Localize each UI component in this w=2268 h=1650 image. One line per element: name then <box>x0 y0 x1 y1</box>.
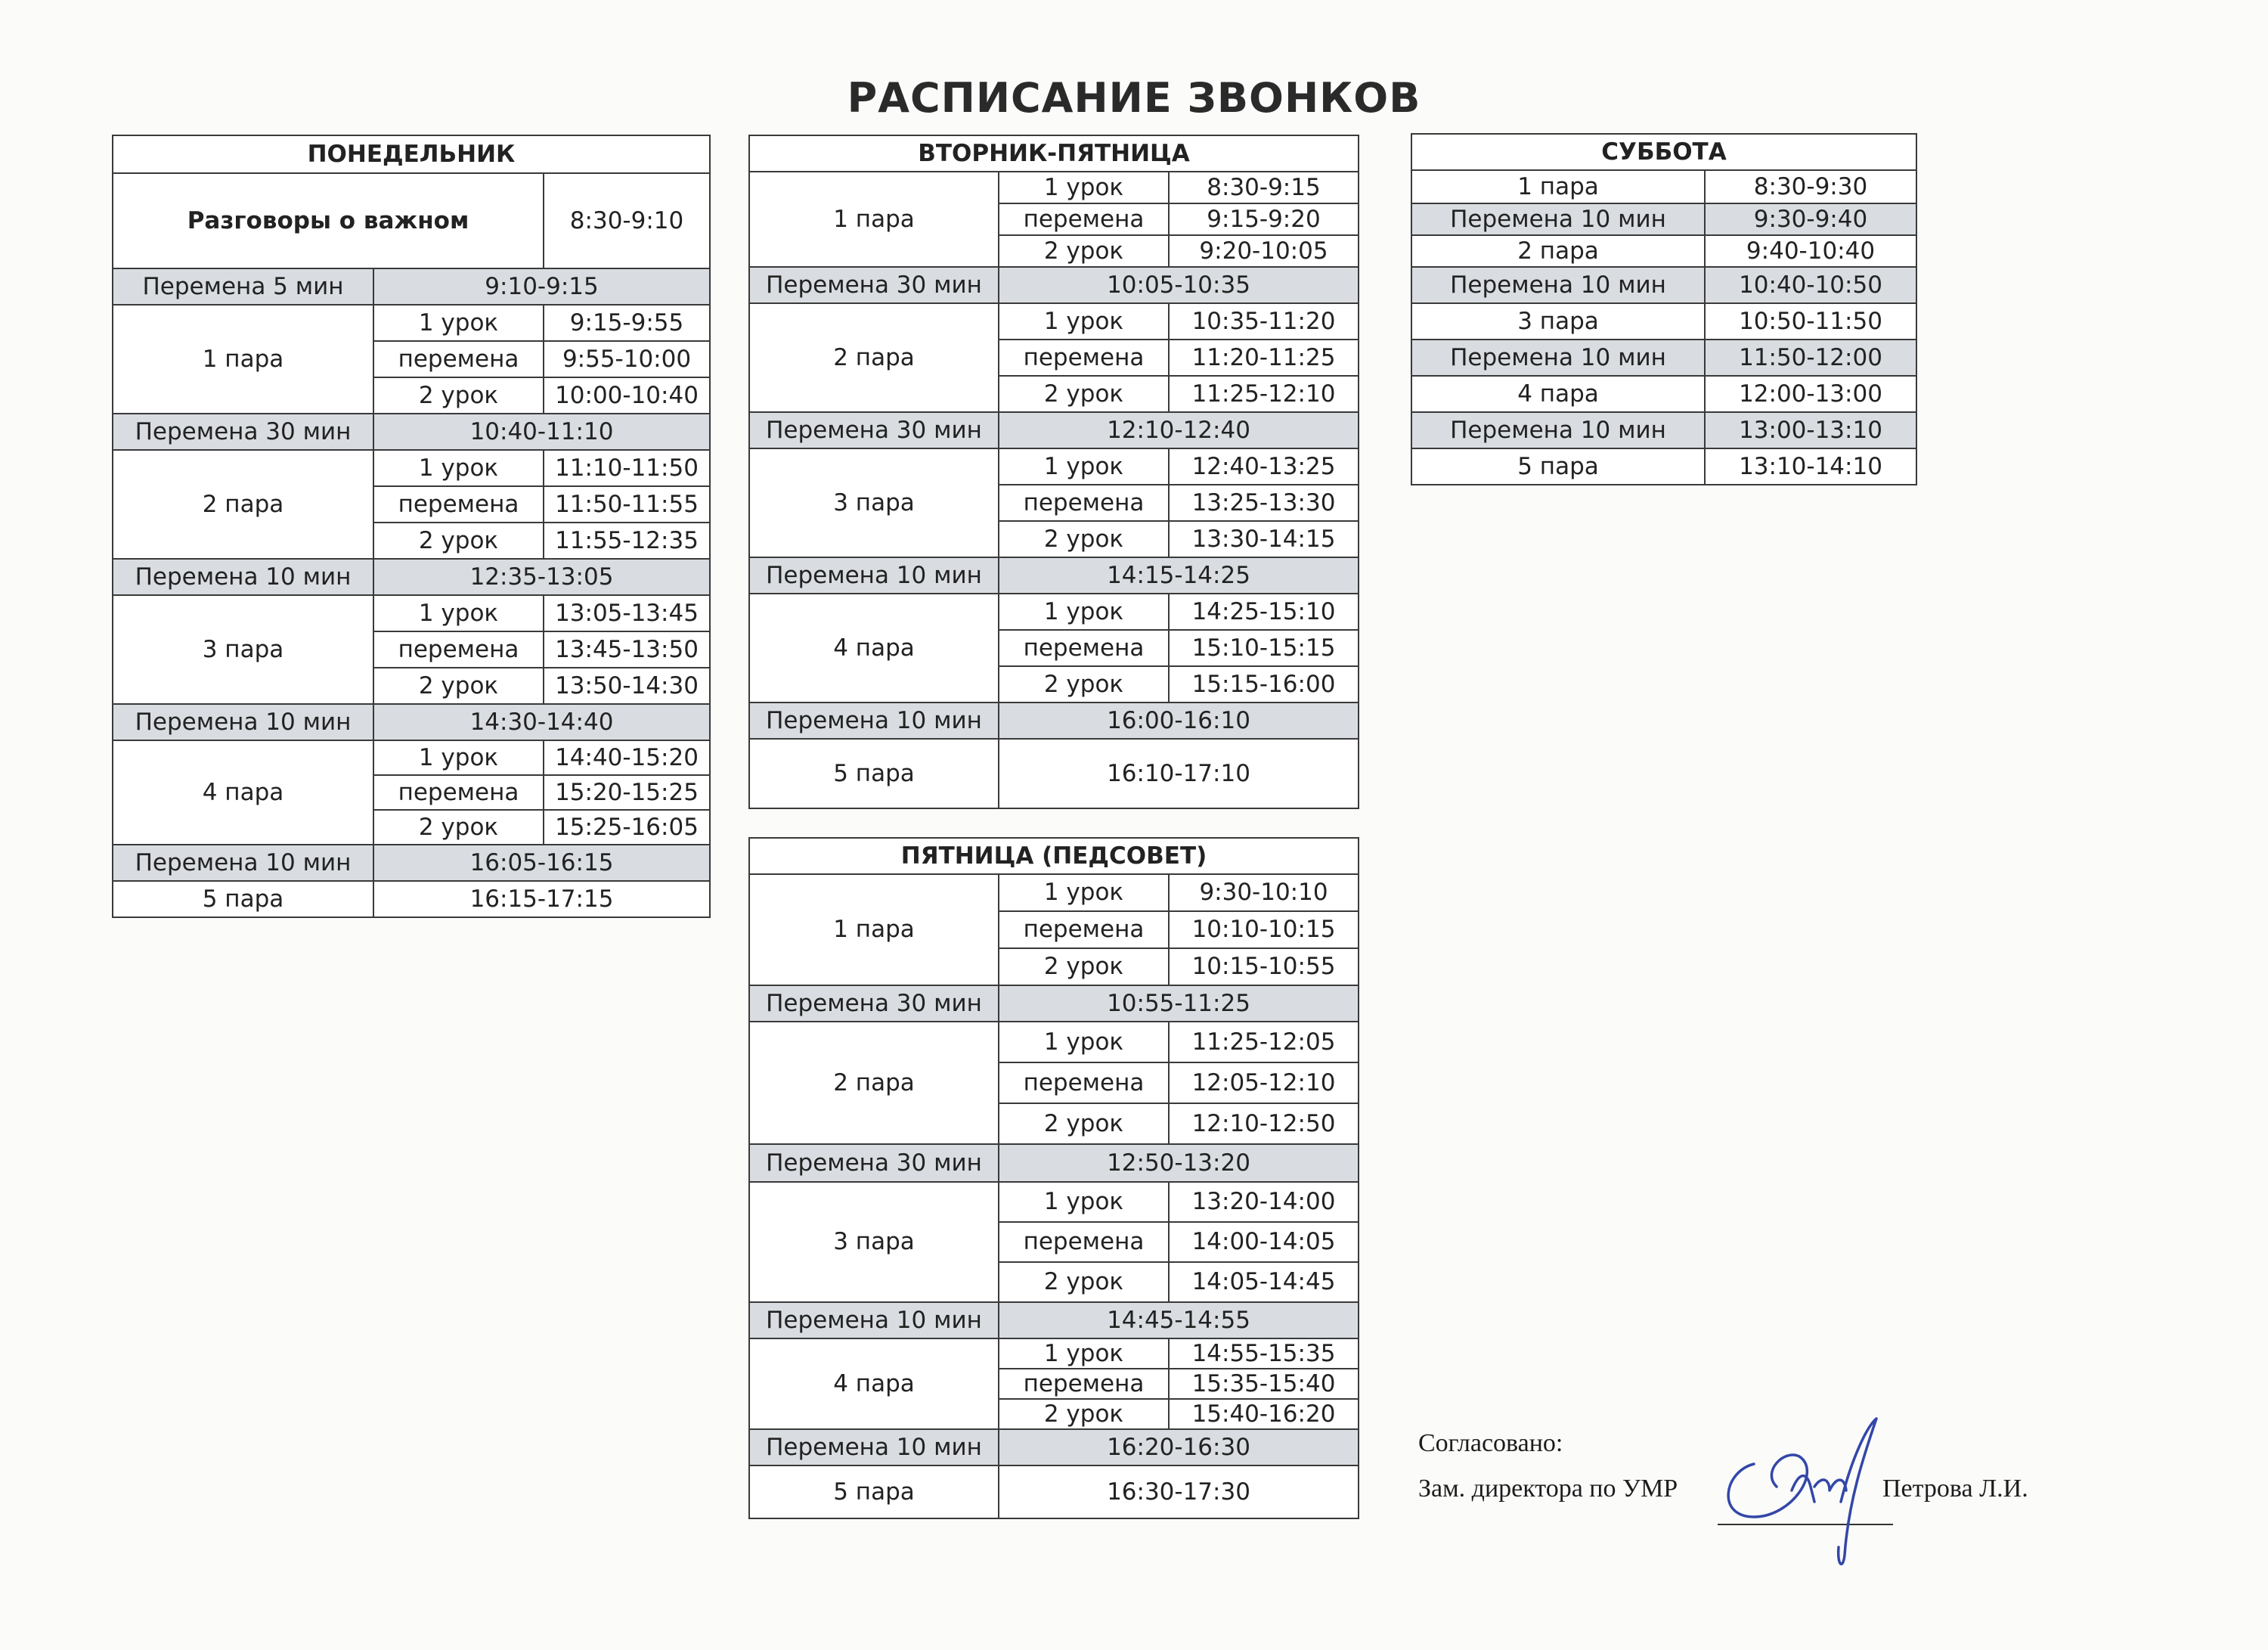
time-cell: 11:25-12:10 <box>1169 376 1359 412</box>
break-time: 12:10-12:40 <box>999 412 1359 448</box>
lesson-label: 1 урок <box>999 1022 1169 1062</box>
lesson-label: 1 урок <box>999 1182 1169 1222</box>
lesson-label: 2 урок <box>999 1399 1169 1429</box>
lesson-label: 1 урок <box>999 172 1169 203</box>
time-cell: 14:25-15:10 <box>1169 594 1359 630</box>
time-cell: 11:25-12:05 <box>1169 1022 1359 1062</box>
pair-label: 4 пара <box>749 1338 999 1429</box>
break-label: Перемена 10 мин <box>749 702 999 739</box>
lesson-label: 1 урок <box>999 874 1169 911</box>
break-label: Перемена 30 мин <box>749 985 999 1022</box>
pair-label: 5 пара <box>113 881 373 917</box>
break-label: Перемена 10 мин <box>113 704 373 740</box>
tue-fri-table <box>748 135 1359 809</box>
pair-label: 5 пара <box>1411 448 1705 485</box>
table-header: ВТОРНИК-ПЯТНИЦА <box>749 135 1359 172</box>
break-label: Перемена 10 мин <box>1411 412 1705 448</box>
time-cell: 9:20-10:05 <box>1169 235 1359 267</box>
page-title: РАСПИСАНИЕ ЗВОНКОВ <box>847 74 1421 122</box>
lesson-label: 1 урок <box>373 740 544 775</box>
time-cell: 12:05-12:10 <box>1169 1062 1359 1103</box>
break-label: Перемена 10 мин <box>749 1429 999 1465</box>
pair-label: 3 пара <box>113 595 373 704</box>
pair-label: 1 пара <box>749 172 999 267</box>
lesson-label: 2 урок <box>999 376 1169 412</box>
lesson-label: 2 урок <box>373 377 544 414</box>
pair-label: 2 пара <box>749 1022 999 1144</box>
lesson-label: перемена <box>999 485 1169 521</box>
lesson-label: 1 урок <box>999 303 1169 340</box>
break-time: 10:40-10:50 <box>1705 267 1916 303</box>
monday-table <box>112 135 711 918</box>
time-cell: 11:55-12:35 <box>544 523 710 559</box>
lesson-label: перемена <box>373 775 544 810</box>
time-cell: 9:30-10:10 <box>1169 874 1359 911</box>
pair-label: 1 пара <box>113 305 373 414</box>
time-cell: 15:15-16:00 <box>1169 666 1359 702</box>
special-label: Разговоры о важном <box>113 173 544 268</box>
break-label: Перемена 10 мин <box>749 557 999 594</box>
approval-agreed: Согласовано: <box>1418 1429 1563 1457</box>
saturday-table <box>1411 133 1917 485</box>
break-label: Перемена 5 мин <box>113 268 373 305</box>
time-cell: 14:05-14:45 <box>1169 1262 1359 1302</box>
time-cell: 16:15-17:15 <box>373 881 710 917</box>
break-time: 16:20-16:30 <box>999 1429 1359 1465</box>
break-label: Перемена 30 мин <box>749 412 999 448</box>
lesson-label: 1 урок <box>373 595 544 631</box>
break-time: 12:50-13:20 <box>999 1144 1359 1182</box>
time-cell: 13:05-13:45 <box>544 595 710 631</box>
time-cell: 15:35-15:40 <box>1169 1369 1359 1399</box>
break-label: Перемена 10 мин <box>749 1302 999 1338</box>
break-time: 14:45-14:55 <box>999 1302 1359 1338</box>
pair-label: 3 пара <box>749 448 999 557</box>
lesson-label: перемена <box>999 1222 1169 1262</box>
approval-name: Петрова Л.И. <box>1882 1475 2028 1503</box>
lesson-label: 1 урок <box>373 305 544 341</box>
time-cell: 10:10-10:15 <box>1169 911 1359 948</box>
signature-icon <box>1709 1411 1905 1577</box>
time-cell: 14:40-15:20 <box>544 740 710 775</box>
time-cell: 15:20-15:25 <box>544 775 710 810</box>
break-label: Перемена 10 мин <box>1411 340 1705 376</box>
break-time: 14:15-14:25 <box>999 557 1359 594</box>
time-cell: 13:25-13:30 <box>1169 485 1359 521</box>
pair-label: 2 пара <box>1411 235 1705 267</box>
time-cell: 16:10-17:10 <box>999 739 1359 808</box>
pair-label: 5 пара <box>749 739 999 808</box>
lesson-label: перемена <box>999 1062 1169 1103</box>
break-time: 12:35-13:05 <box>373 559 710 595</box>
pair-label: 1 пара <box>1411 170 1705 203</box>
break-time: 10:55-11:25 <box>999 985 1359 1022</box>
lesson-label: перемена <box>999 911 1169 948</box>
table-header: СУББОТА <box>1411 134 1916 170</box>
time-cell: 13:50-14:30 <box>544 668 710 704</box>
time-cell: 16:30-17:30 <box>999 1465 1359 1518</box>
break-label: Перемена 30 мин <box>113 414 373 450</box>
time-cell: 10:50-11:50 <box>1705 303 1916 340</box>
time-cell: 12:40-13:25 <box>1169 448 1359 485</box>
pair-label: 2 пара <box>749 303 999 412</box>
pair-label: 4 пара <box>1411 376 1705 412</box>
lesson-label: 2 урок <box>999 948 1169 985</box>
table-header: ПЯТНИЦА (ПЕДСОВЕТ) <box>749 838 1359 874</box>
time-cell: 11:20-11:25 <box>1169 340 1359 376</box>
pair-label: 4 пара <box>749 594 999 702</box>
break-time: 16:00-16:10 <box>999 702 1359 739</box>
time-cell: 8:30-9:10 <box>544 173 710 268</box>
lesson-label: перемена <box>999 203 1169 235</box>
pair-label: 1 пара <box>749 874 999 985</box>
lesson-label: перемена <box>999 1369 1169 1399</box>
lesson-label: перемена <box>373 631 544 668</box>
pair-label: 5 пара <box>749 1465 999 1518</box>
break-label: Перемена 10 мин <box>113 559 373 595</box>
time-cell: 9:40-10:40 <box>1705 235 1916 267</box>
break-time: 13:00-13:10 <box>1705 412 1916 448</box>
time-cell: 11:10-11:50 <box>544 450 710 486</box>
lesson-label: 2 урок <box>999 1262 1169 1302</box>
lesson-label: перемена <box>373 341 544 377</box>
pair-label: 3 пара <box>1411 303 1705 340</box>
pair-label: 4 пара <box>113 740 373 845</box>
time-cell: 9:15-9:55 <box>544 305 710 341</box>
break-time: 16:05-16:15 <box>373 845 710 881</box>
break-time: 10:40-11:10 <box>373 414 710 450</box>
friday-table <box>748 837 1359 1519</box>
time-cell: 14:00-14:05 <box>1169 1222 1359 1262</box>
time-cell: 13:20-14:00 <box>1169 1182 1359 1222</box>
lesson-label: 1 урок <box>999 448 1169 485</box>
break-label: Перемена 10 мин <box>1411 267 1705 303</box>
lesson-label: 2 урок <box>373 523 544 559</box>
lesson-label: 1 урок <box>999 594 1169 630</box>
break-time: 11:50-12:00 <box>1705 340 1916 376</box>
break-time: 14:30-14:40 <box>373 704 710 740</box>
time-cell: 15:10-15:15 <box>1169 630 1359 666</box>
table-header: ПОНЕДЕЛЬНИК <box>113 135 710 173</box>
lesson-label: 1 урок <box>373 450 544 486</box>
time-cell: 10:35-11:20 <box>1169 303 1359 340</box>
break-label: Перемена 30 мин <box>749 267 999 303</box>
lesson-label: перемена <box>999 340 1169 376</box>
time-cell: 12:00-13:00 <box>1705 376 1916 412</box>
time-cell: 10:00-10:40 <box>544 377 710 414</box>
pair-label: 3 пара <box>749 1182 999 1302</box>
time-cell: 8:30-9:15 <box>1169 172 1359 203</box>
time-cell: 15:40-16:20 <box>1169 1399 1359 1429</box>
time-cell: 12:10-12:50 <box>1169 1103 1359 1144</box>
lesson-label: перемена <box>373 486 544 523</box>
time-cell: 9:55-10:00 <box>544 341 710 377</box>
break-time: 10:05-10:35 <box>999 267 1359 303</box>
approval-position: Зам. директора по УМР <box>1418 1475 1678 1503</box>
time-cell: 8:30-9:30 <box>1705 170 1916 203</box>
lesson-label: 2 урок <box>373 810 544 845</box>
time-cell: 15:25-16:05 <box>544 810 710 845</box>
lesson-label: 2 урок <box>999 1103 1169 1144</box>
lesson-label: перемена <box>999 630 1169 666</box>
lesson-label: 2 урок <box>999 521 1169 557</box>
time-cell: 13:30-14:15 <box>1169 521 1359 557</box>
break-label: Перемена 10 мин <box>113 845 373 881</box>
break-time: 9:30-9:40 <box>1705 203 1916 235</box>
break-label: Перемена 30 мин <box>749 1144 999 1182</box>
time-cell: 9:15-9:20 <box>1169 203 1359 235</box>
lesson-label: 2 урок <box>999 666 1169 702</box>
time-cell: 10:15-10:55 <box>1169 948 1359 985</box>
time-cell: 13:45-13:50 <box>544 631 710 668</box>
lesson-label: 2 урок <box>373 668 544 704</box>
lesson-label: 2 урок <box>999 235 1169 267</box>
pair-label: 2 пара <box>113 450 373 559</box>
time-cell: 13:10-14:10 <box>1705 448 1916 485</box>
break-time: 9:10-9:15 <box>373 268 710 305</box>
break-label: Перемена 10 мин <box>1411 203 1705 235</box>
time-cell: 14:55-15:35 <box>1169 1338 1359 1369</box>
lesson-label: 1 урок <box>999 1338 1169 1369</box>
time-cell: 11:50-11:55 <box>544 486 710 523</box>
